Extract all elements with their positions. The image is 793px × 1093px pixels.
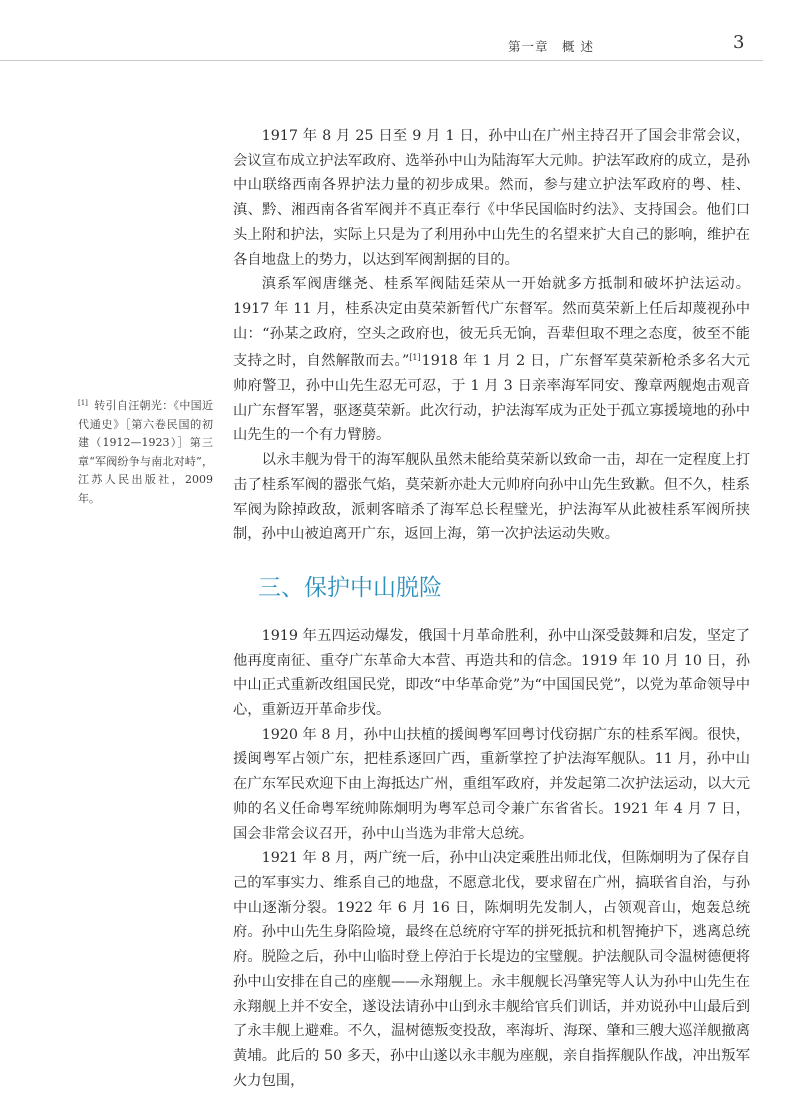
main-text	[233, 124, 750, 1093]
paragraph-6: 1921 年 8 月，两广统一后，孙中山决定乘胜出师北伐，但陈炯明为了保存自己的军事实力、维系自己的地盘，不愿意北伐，要求留在广州，搞联省自治，与孙中山逐渐分裂。1922 年 6 月 16 日，陈炯明先发制人，占领观音山，炮轰总统府。孙中山先生身陷险境，最终在总统府守军的拼死抵抗和机智掩护下，逃离总统府。脱险之后，孙中山临时登上停泊于长堤边的宝璧舰。护法舰队司令温树德便将孙中山安排在自己的座舰——永翔舰上。永丰舰舰长冯肇宪等人认为孙中山先生在永翔舰上并不安全，遂设法请孙中山到永丰舰给官兵们训话，并劝说孙中山最后到了永丰舰上避难。不久，温树德叛变投敌，率海圻、海琛、肇和三艘大巡洋舰撤离黄埔。此后的 50 多天，孙中山遂以永丰舰为座舰，亲自指挥舰队作战，冲出叛军火力包围，	[233, 850, 750, 1089]
running-head	[0, 30, 793, 60]
footnote-marker: [1]	[78, 399, 88, 407]
paragraph-5: 1920 年 8 月，孙中山扶植的援闽粤军回粤讨伐窃据广东的桂系军阀。很快，援闽粤军占领广东，把桂系逐回广西，重新掌控了护法海军舰队。11 月，孙中山在广东军民欢迎下由上海抵达广州，重组军政府，并发起第二次护法运动，以大元帅的名义任命粤军统帅陈炯明为粤军总司令兼广东省省长。1921 年 4 月 7 日，国会非常会议召开，孙中山当选为非常大总统。	[233, 726, 750, 842]
header-rule	[0, 60, 763, 61]
paragraph-1: 1917 年 8 月 25 日至 9 月 1 日，孙中山在广州主持召开了国会非常会议，会议宣布成立护法军政府、选举孙中山为陆海军大元帅。护法军政府的成立，是孙中山联络西南各界护法力量的初步成果。然而，参与建立护法军政府的粤、桂、滇、黔、湘西南各省军阀并不真正奉行《中华民国临时约法》、支持国会。他们口头上附和护法，实际上只是为了利用孙中山先生的名望来扩大自己的影响，维护在各自地盘上的势力，以达到军阀割据的目的。	[233, 128, 750, 268]
chapter-title: 第一章 概 述	[508, 39, 594, 54]
paragraph-2-text-a: 滇系军阀唐继尧、桂系军阀陆廷荣从一开始就多方抵制和破坏护法运动。1917 年 11 月，桂系决定由莫荣新暂代广东督军。然而莫荣新上任后却蔑视孙中山：“孙某之政府，空头之政府也，彼无兵无饷，吾辈但取不理之态度，彼至不能支持之时，自然解散而去。”	[233, 276, 750, 370]
footnote-sidenote	[78, 394, 213, 508]
paragraph-2	[233, 272, 750, 448]
footnote-reference: [1]	[409, 353, 421, 363]
paragraph-3: 以永丰舰为骨干的海军舰队虽然未能给莫荣新以致命一击，却在一定程度上打击了桂系军阀的嚣张气焰，莫荣新亦赴大元帅府向孙中山先生致歉。但不久，桂系军阀为除掉政敌，派刺客暗杀了海军总长程璧光，护法海军从此被桂系军阀所挟制，孙中山被迫离开广东，返回上海，第一次护法运动失败。	[233, 452, 750, 543]
paragraph-2-text-b: 1918 年 1 月 2 日，广东督军莫荣新枪杀多名大元帅府警卫，孙中山先生忍无可忍，于 1 月 3 日亲率海军同安、豫章两舰炮击观音山广东督军署，驱逐莫荣新。此次行动，护法海军成为正处于孤立寡援境地的孙中山先生的一个有力臂膀。	[233, 353, 750, 444]
section-heading: 三、保护中山脱险	[258, 574, 442, 601]
page-number: 3	[733, 32, 745, 53]
paragraph-4: 1919 年五四运动爆发，俄国十月革命胜利，孙中山深受鼓舞和启发，坚定了他再度南征、重夺广东革命大本营、再造共和的信念。1919 年 10 月 10 日，孙中山正式重新改组国民党，即改“中华革命党”为“中国国民党”，以党为革命领导中心，重新迈开革命步伐。	[233, 627, 750, 719]
footnote-text: 转引自汪朝光：《中国近代通史》［第六卷民国的初建（1912—1923）］第三章“军阀纷争与南北对峙”，江苏人民出版社，2009 年。	[78, 399, 213, 505]
